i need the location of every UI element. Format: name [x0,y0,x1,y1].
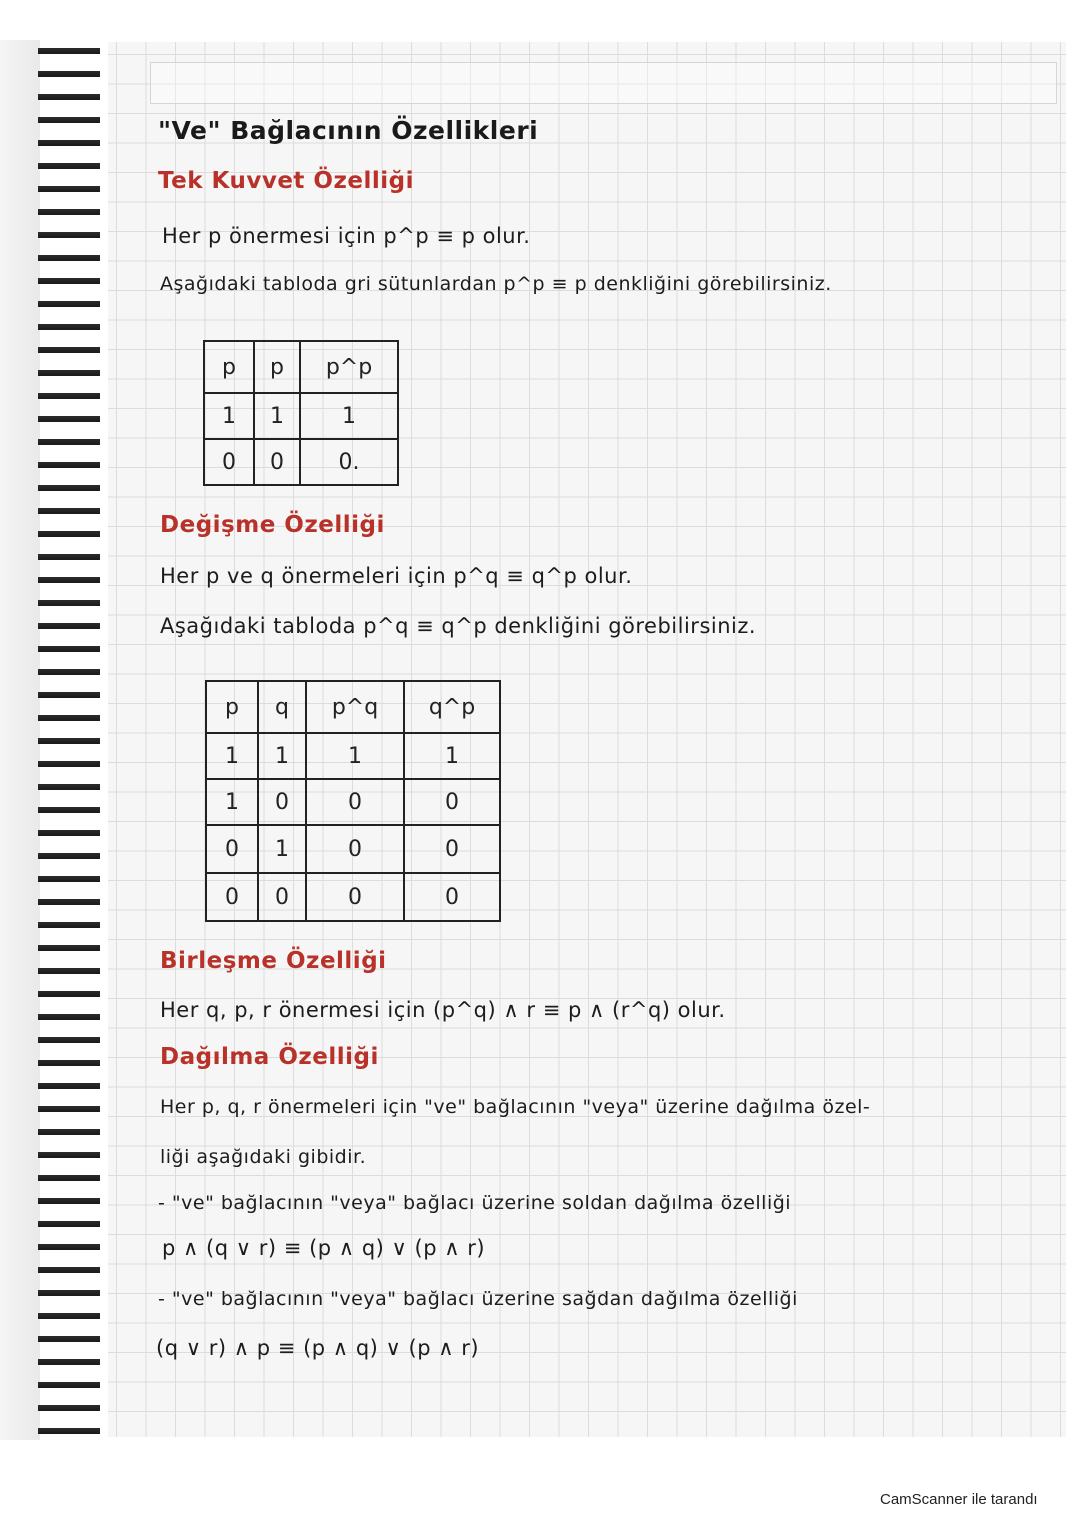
page-header-box [150,62,1057,104]
table-cell: 1 [206,733,258,779]
table-cell: 1 [258,733,306,779]
table-cell: 1 [206,779,258,825]
heading-tek-kuvvet: Tek Kuvvet Özelliği [158,168,414,194]
dagilma-line-5: - "ve" bağlacının "veya" bağlacı üzerine sağdan dağılma özelliği [158,1288,798,1310]
table-cell: 1 [404,733,500,779]
dagilma-line-1: Her p, q, r önermeleri için "ve" bağlacının "veya" üzerine dağılma özel- [160,1096,871,1118]
spiral-binding [0,40,110,1440]
degisme-line-1: Her p ve q önermeleri için p^q ≡ q^p olur. [160,564,633,588]
table-header-cell: p^p [300,341,398,393]
dagilma-line-3: - "ve" bağlacının "veya" bağlacı üzerine soldan dağılma özelliği [158,1192,792,1214]
table-cell: 0 [404,873,500,921]
table-cell: 1 [306,733,404,779]
dagilma-line-2: liği aşağıdaki gibidir. [160,1146,367,1168]
table-cell: 1 [258,825,306,873]
table-cell: 0 [254,439,300,485]
dagilma-formula-left: p ∧ (q ∨ r) ≡ (p ∧ q) ∨ (p ∧ r) [162,1236,486,1260]
heading-dagilma: Dağılma Özelliği [160,1044,379,1070]
table-cell: 0 [306,825,404,873]
tek-kuvvet-line-2: Aşağıdaki tabloda gri sütunlardan p^p ≡ p denkliğini görebilirsiniz. [160,273,832,295]
page-title: "Ve" Bağlacının Özellikleri [158,116,539,145]
table-cell: 1 [204,393,254,439]
table-cell: 1 [254,393,300,439]
truth-table-degisme [205,680,501,922]
table-header-cell: p [254,341,300,393]
heading-birlesme: Birleşme Özelliği [160,948,387,974]
scanner-watermark: CamScanner ile tarandı [880,1491,1038,1508]
table-cell: 0 [258,779,306,825]
truth-table-tek-kuvvet [203,340,399,486]
table-header-cell: p [206,681,258,733]
table-cell: 0. [300,439,398,485]
table-cell: 0 [204,439,254,485]
heading-degisme: Değişme Özelliği [160,512,385,538]
dagilma-formula-right: (q ∨ r) ∧ p ≡ (p ∧ q) ∨ (p ∧ r) [156,1336,480,1360]
table-cell: 0 [306,779,404,825]
degisme-line-2: Aşağıdaki tabloda p^q ≡ q^p denkliğini görebilirsiniz. [160,614,757,638]
table-cell: 0 [258,873,306,921]
table-header-cell: q [258,681,306,733]
table-cell: 0 [404,779,500,825]
table-cell: 1 [300,393,398,439]
birlesme-line-1: Her q, p, r önermesi için (p^q) ∧ r ≡ p ∧ (r^q) olur. [160,998,726,1022]
table-header-cell: p [204,341,254,393]
table-cell: 0 [306,873,404,921]
table-header-cell: p^q [306,681,404,733]
tek-kuvvet-line-1: Her p önermesi için p^p ≡ p olur. [162,224,531,248]
table-cell: 0 [206,873,258,921]
table-cell: 0 [206,825,258,873]
table-header-cell: q^p [404,681,500,733]
table-cell: 0 [404,825,500,873]
